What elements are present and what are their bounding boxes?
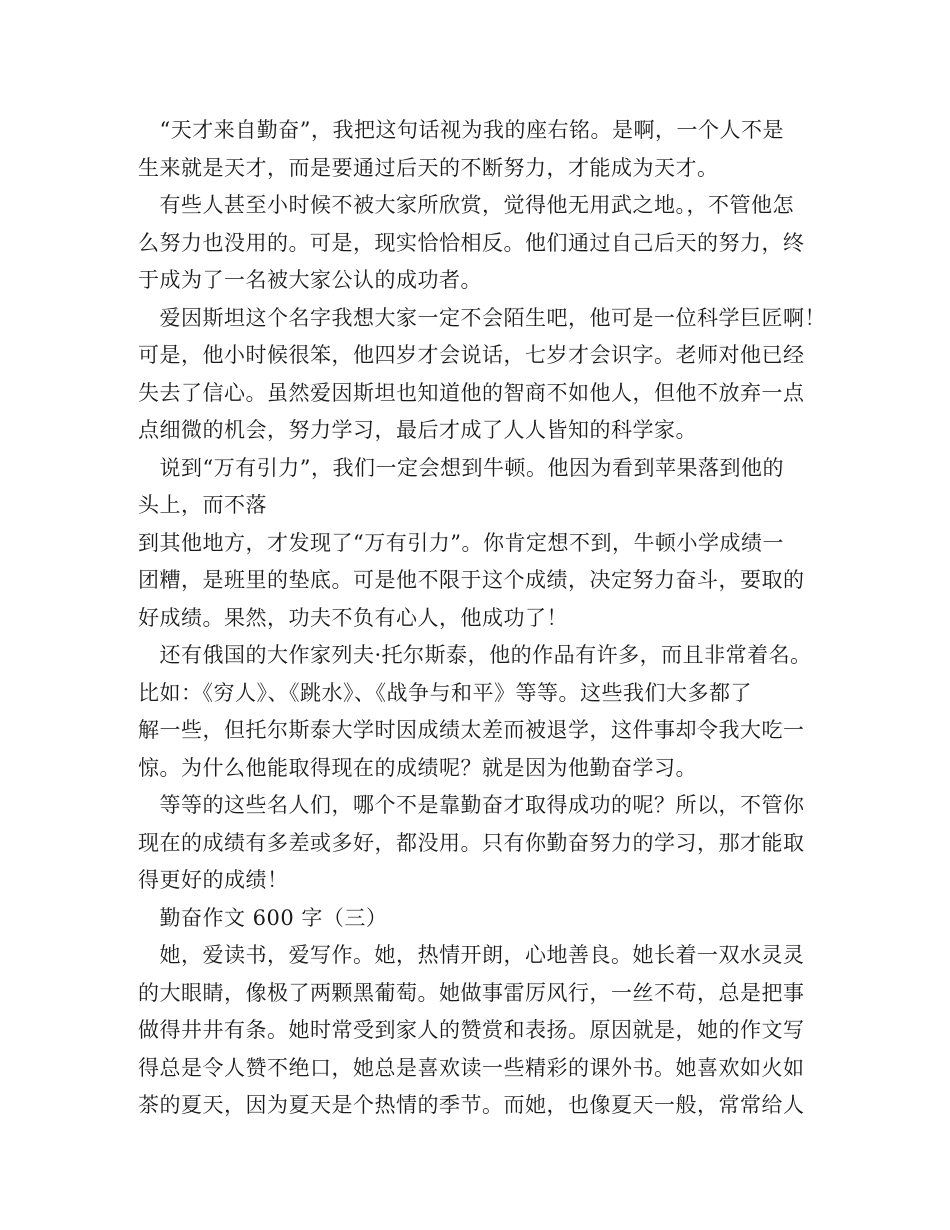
text-line: 有些人甚至小时候不被大家所欣赏，觉得他无用武之地。，不管他怎 xyxy=(138,193,794,217)
text-line: 茶的夏天，因为夏天是个热情的季节。而她，也像夏天一般，常常给人 xyxy=(138,1093,805,1117)
text-line: 等等的这些名人们，哪个不是靠勤奋才取得成功的呢？所以，不管你 xyxy=(138,793,805,817)
text-line: 得总是令人赞不绝口，她总是喜欢读一些精彩的课外书。她喜欢如火如 xyxy=(138,1055,805,1080)
text-line: 生来就是天才，而是要通过后天的不断努力，才能成为天才。 xyxy=(138,155,719,180)
text-line: 点细微的机会，努力学习，最后才成了人人皆知的科学家。 xyxy=(138,418,697,442)
text-line: 么努力也没用的。可是，现实恰恰相反。他们通过自己后天的努力，终 xyxy=(138,230,805,255)
text-line: 还有俄国的大作家列夫·托尔斯泰，他的作品有许多，而且非常着名。 xyxy=(138,643,812,667)
text-line: 到其他地方，才发现了“万有引力”。你肯定想不到，牛顿小学成绩一 xyxy=(138,530,784,555)
text-line: 她，爱读书，爱写作。她，热情开朗，心地善良。她长着一双水灵灵 xyxy=(138,943,805,967)
text-line: 做得井井有条。她时常受到家人的赞赏和表扬。原因就是，她的作文写 xyxy=(138,1018,805,1042)
text-line: “天才来自勤奋”，我把这句话视为我的座右铭。是啊，一个人不是 xyxy=(138,118,784,142)
text-line: 比如：《穷人》、《跳水》、《战争与和平》等等。这些我们大多都了 xyxy=(138,680,752,705)
section-heading: 勤奋作文 600 字（三） xyxy=(138,905,388,930)
text-line: 好成绩。果然，功夫不负有心人，他成功了！ xyxy=(138,605,568,630)
text-line: 爱因斯坦这个名字我想大家一定不会陌生吧，他可是一位科学巨匠啊！ xyxy=(138,305,826,330)
text-line: 于成为了一名被大家公认的成功者。 xyxy=(138,268,482,292)
text-line: 头上，而不落 xyxy=(138,493,267,517)
text-line: 失去了信心。虽然爱因斯坦也知道他的智商不如他人，但他不放弃一点 xyxy=(138,380,805,405)
essay-body xyxy=(138,112,828,1125)
text-line: 可是，他小时候很笨，他四岁才会说话，七岁才会识字。老师对他已经 xyxy=(138,343,805,367)
text-line: 现在的成绩有多差或多好，都没用。只有你勤奋努力的学习，那才能取 xyxy=(138,830,805,855)
text-line: 的大眼睛，像极了两颗黑葡萄。她做事雷厉风行，一丝不苟，总是把事 xyxy=(138,980,805,1005)
text-line: 解一些，但托尔斯泰大学时因成绩太差而被退学，这件事却令我大吃一 xyxy=(138,718,805,742)
text-line: 得更好的成绩！ xyxy=(138,868,289,892)
text-line: 惊。为什么他能取得现在的成绩呢？就是因为他勤奋学习。 xyxy=(138,755,697,780)
text-line: 团糟，是班里的垫底。可是他不限于这个成绩，决定努力奋斗，要取的 xyxy=(138,568,805,592)
text-line: 说到“万有引力”，我们一定会想到牛顿。他因为看到苹果落到他的 xyxy=(138,455,784,480)
